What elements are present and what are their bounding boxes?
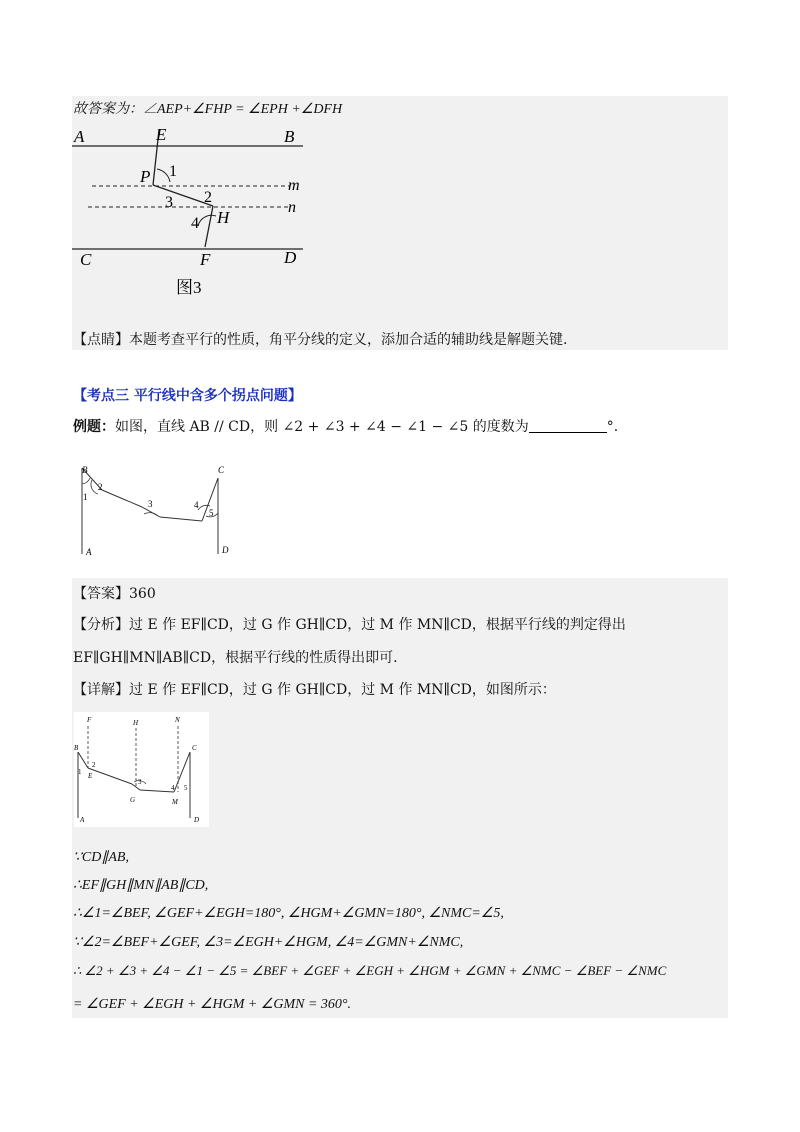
ex-label-3: 3 xyxy=(148,499,153,509)
label-F: F xyxy=(200,250,211,269)
ex-label-A: A xyxy=(86,547,92,557)
d-label-C: C xyxy=(192,744,197,752)
answer-line: 故答案为：∠AEP+∠FHP = ∠EPH +∠DFH xyxy=(73,102,343,117)
example-prefix: 例题： xyxy=(73,419,115,435)
label-2: 2 xyxy=(204,189,212,206)
comment-line: 【点睛】本题考查平行的性质，角平分线的定义，添加合适的辅助线是解题关键. xyxy=(73,332,568,348)
d-label-4: 4 xyxy=(171,784,175,792)
d-label-1: 1 xyxy=(78,768,82,776)
d-label-D: D xyxy=(194,816,200,824)
ex-label-D: D xyxy=(222,545,229,555)
step-line-1: ∵CD∥AB, xyxy=(73,850,129,865)
analysis-line-1: 【分析】过 E 作 EF∥CD，过 G 作 GH∥CD，过 M 作 MN∥CD，根据平行线的判定得出 xyxy=(73,617,626,633)
example-figure xyxy=(78,458,248,558)
d-label-G: G xyxy=(130,796,136,804)
ex-label-2: 2 xyxy=(98,482,103,492)
d-label-H: H xyxy=(133,719,139,727)
figure-caption: 图3 xyxy=(176,278,202,297)
step-line-3: ∴∠1=∠BEF, ∠GEF+∠EGH=180°, ∠HGM+∠GMN=180°, ∠NMC=∠5, xyxy=(73,906,504,921)
label-4: 4 xyxy=(191,215,199,232)
example-text-end: °. xyxy=(606,419,619,435)
label-1: 1 xyxy=(169,163,177,180)
answer-blank xyxy=(529,432,607,433)
analysis-line-2: EF∥GH∥MN∥AB∥CD，根据平行线的性质得出即可. xyxy=(73,650,398,666)
detail-figure xyxy=(74,712,209,827)
ex-label-1: 1 xyxy=(83,492,88,502)
step-line-5: ∴ ∠2 + ∠3 + ∠4 − ∠1 − ∠5 = ∠BEF + ∠GEF + ∠EGH + ∠HGM + ∠GMN + ∠NMC − ∠BEF − ∠NMC xyxy=(73,963,667,978)
d-label-E: E xyxy=(88,772,93,780)
ex-label-B: B xyxy=(82,465,88,475)
d-label-A: A xyxy=(80,816,85,824)
ex-label-4: 4 xyxy=(194,500,199,510)
label-H: H xyxy=(217,208,230,227)
step-line-4: ∵∠2=∠BEF+∠GEF, ∠3=∠EGH+∠HGM, ∠4=∠GMN+∠NMC, xyxy=(73,935,464,950)
label-D: D xyxy=(284,248,297,267)
label-C: C xyxy=(80,250,92,269)
d-label-2: 2 xyxy=(92,761,96,769)
figure-3 xyxy=(70,122,330,302)
ex-label-C: C xyxy=(218,465,225,475)
d-label-M: M xyxy=(172,798,178,806)
d-label-N: N xyxy=(175,716,180,724)
answer-text: 【答案】360 xyxy=(73,586,156,602)
d-label-F: F xyxy=(87,716,92,724)
label-E: E xyxy=(156,125,167,144)
d-label-5: 5 xyxy=(184,784,188,792)
example-line xyxy=(73,417,618,437)
detail-line: 【详解】过 E 作 EF∥CD，过 G 作 GH∥CD，过 M 作 MN∥CD，如图所示： xyxy=(73,682,556,698)
label-A: A xyxy=(74,127,85,146)
d-label-B: B xyxy=(74,744,79,752)
step-line-6: = ∠GEF + ∠EGH + ∠HGM + ∠GMN = 360°. xyxy=(73,997,352,1012)
label-3: 3 xyxy=(165,194,173,211)
label-B: B xyxy=(284,127,295,146)
example-text: 如图，直线 AB // CD，则 ∠2 + ∠3 + ∠4 − ∠1 − ∠5 的度数为 xyxy=(115,419,529,435)
label-n: n xyxy=(288,199,296,216)
d-label-3: 3 xyxy=(138,778,142,786)
ex-label-5: 5 xyxy=(209,508,214,518)
step-line-2: ∴EF∥GH∥MN∥AB∥CD, xyxy=(73,878,209,893)
section-heading: 【考点三 平行线中含多个拐点问题】 xyxy=(73,388,302,404)
label-P: P xyxy=(140,167,151,186)
label-m: m xyxy=(288,177,300,194)
